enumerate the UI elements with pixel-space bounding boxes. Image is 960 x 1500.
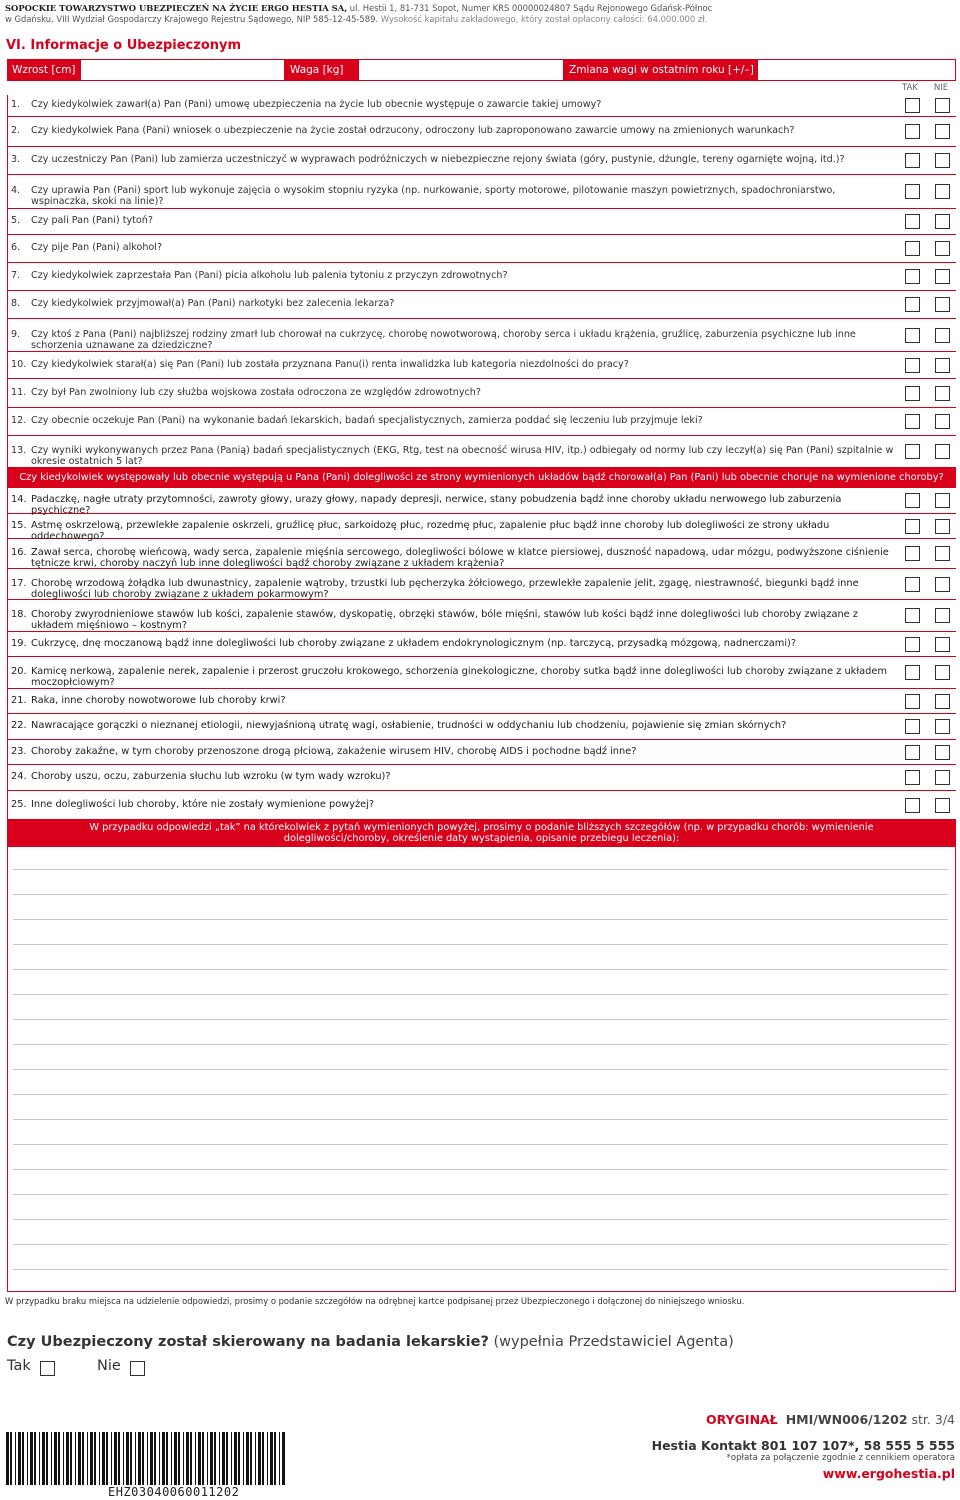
answer-line: [13, 1144, 948, 1145]
barcode-bar: [222, 1432, 225, 1485]
illness-number: 15.: [11, 519, 27, 531]
illness-number: 21.: [11, 694, 27, 706]
website-link[interactable]: www.ergohestia.pl: [822, 1466, 955, 1481]
question-row: [7, 95, 956, 117]
illness-yes-checkbox[interactable]: [905, 577, 920, 592]
barcode-bar: [82, 1432, 84, 1485]
question-text: Czy kiedykolwiek przyjmował(a) Pan (Pani) narkotyki bez zalecenia lekarza?: [31, 298, 395, 309]
weight-label: Waga [kg]: [285, 59, 358, 81]
section-title: VI. Informacje o Ubezpieczonym: [6, 38, 242, 53]
barcode-bar: [174, 1432, 177, 1485]
barcode-bar: [30, 1432, 33, 1485]
illness-yes-checkbox[interactable]: [905, 608, 920, 623]
illness-number: 25.: [11, 798, 27, 810]
illness-no-checkbox[interactable]: [935, 577, 950, 592]
barcode-bar: [18, 1432, 21, 1485]
weight-field[interactable]: [358, 59, 564, 81]
company-address: ul. Hestii 1, 81-731 Sopot, Numer KRS 00000024807 Sądu Rejonowego Gdańsk-Północ: [347, 3, 713, 13]
answer-line: [13, 969, 948, 970]
illness-row: [7, 689, 956, 714]
barcode-bar: [130, 1432, 132, 1485]
column-no-header: NIE: [933, 83, 949, 93]
question-number: 7.: [11, 270, 21, 281]
illness-number: 24.: [11, 771, 27, 782]
illness-yes-checkbox[interactable]: [905, 546, 920, 561]
barcode: [6, 1432, 286, 1485]
question-row: [7, 379, 956, 408]
answer-line: [13, 869, 948, 870]
question-no-checkbox[interactable]: [935, 214, 950, 229]
height-label: Wzrost [cm]: [7, 59, 80, 81]
illness-text: Zawał serca, chorobę wieńcową, wady serca, zapalenie mięśnia sercowego, dolegliwości bólowe w klatce piersiowej, duszność napadową, udar mózgu, podwyższone ciśnienie tętnicze krwi, choroby naczyń lub inne dolegliwości bądź choroby związane z układem krążenia?: [31, 547, 889, 569]
barcode-bar: [66, 1432, 69, 1485]
question-no-checkbox[interactable]: [935, 241, 950, 256]
medical-question-text: Czy Ubezpieczony został skierowany na badania lekarskie?: [7, 1334, 489, 1350]
barcode-bar: [51, 1432, 52, 1485]
barcode-bar: [90, 1432, 93, 1485]
illness-row: [7, 600, 956, 632]
question-row: [7, 436, 956, 468]
question-text: Czy obecnie oczekuje Pan (Pani) na wykonanie badań lekarskich, badań specjalistycznych, zamierza poddać się leczeniu lub przyjmuje leki?: [31, 415, 703, 426]
question-yes-checkbox[interactable]: [905, 297, 920, 312]
question-text: Czy kiedykolwiek zawarł(a) Pan (Pani) umowę ubezpieczenia na życie lub obecnie występuje o zawarcie takiej umowy?: [31, 99, 602, 110]
illness-no-checkbox[interactable]: [935, 770, 950, 785]
barcode-bar: [114, 1432, 117, 1485]
illness-text: Inne dolegliwości lub choroby, które nie zostały wymienione powyżej?: [31, 798, 375, 810]
question-row: [7, 319, 956, 352]
height-field[interactable]: [80, 59, 285, 81]
details-answer-area[interactable]: [7, 846, 956, 1292]
barcode-bar: [39, 1432, 40, 1485]
question-text: Czy kiedykolwiek Pana (Pani) wniosek o ubezpieczenie na życie został odrzucony, odroczony lub zaproponowano zawarcie umowy na zmienionych warunkach?: [31, 125, 795, 136]
illness-number: 22.: [11, 720, 27, 731]
question-text: Czy uczestniczy Pan (Pani) lub zamierza uczestniczyć w wyprawach podróżniczych w niebezpieczne rejony świata (góry, pustynie, dżungle, tereny ogarnięte wojną, itd.)?: [31, 154, 845, 165]
question-yes-checkbox[interactable]: [905, 444, 920, 459]
illness-number: 18.: [11, 609, 27, 620]
question-row: [7, 235, 956, 263]
barcode-bar: [171, 1432, 172, 1485]
barcode-bar: [231, 1432, 232, 1485]
illness-yes-checkbox[interactable]: [905, 745, 920, 760]
medical-referral-question: [7, 1334, 734, 1350]
illness-row: [7, 632, 956, 657]
illness-text: Kamicę nerkową, zapalenie nerek, zapalenie i przerost gruczołu krokowego, schorzenia ginekologiczne, choroby sutka bądź inne dolegliwości lub choroby związane z układem moczopłciowym?: [31, 666, 887, 688]
barcode-bar: [118, 1432, 120, 1485]
question-text: Czy pije Pan (Pani) alkohol?: [31, 242, 163, 253]
answer-line: [13, 1069, 948, 1070]
company-name: SOPOCKIE TOWARZYSTWO UBEZPIECZEŃ NA ŻYCIE ERGO HESTIA SA,: [5, 3, 348, 13]
question-row: [7, 147, 956, 175]
question-number: 6.: [11, 242, 21, 253]
answer-line: [13, 1119, 948, 1120]
answer-line: [13, 894, 948, 895]
question-no-checkbox[interactable]: [935, 184, 950, 199]
page-number: str. 3/4: [911, 1412, 955, 1427]
question-number: 11.: [11, 386, 27, 398]
illness-text: Chorobę wrzodową żołądka lub dwunastnicy, zapalenie wątroby, trzustki lub pęcherzyka żółciowego, przewlekłe zapalenie jelit, zgagę, niestrawność, biegunki bądź inne dolegliwości lub choroby związane z układem pokarmowym?: [31, 577, 859, 600]
illness-no-checkbox[interactable]: [935, 719, 950, 734]
question-yes-checkbox[interactable]: [905, 98, 920, 113]
answer-line: [13, 1019, 948, 1020]
barcode-bar: [63, 1432, 64, 1485]
illness-row: [7, 765, 956, 791]
form-id: [706, 1412, 955, 1427]
illness-yes-checkbox[interactable]: [905, 798, 920, 813]
barcode-bar: [42, 1432, 45, 1485]
illness-no-checkbox[interactable]: [935, 519, 950, 534]
barcode-bar: [102, 1432, 105, 1485]
barcode-bar: [262, 1432, 264, 1485]
illness-text: Cukrzycę, dnę moczanową bądź inne dolegliwości lub choroby związane z układem endokrynologicznym (np. tarczycą, przysadką mózgową, nadnerczami)?: [31, 637, 797, 649]
illness-text: Choroby zakaźne, w tym choroby przenoszone drogą płciową, zakażenie wirusem HIV, chorobę AIDS i pochodne bądź inne?: [31, 745, 637, 757]
illness-row: [7, 488, 956, 514]
barcode-bar: [282, 1432, 285, 1485]
medical-yes-label: Tak: [7, 1358, 31, 1374]
header-line-1: [5, 3, 712, 14]
barcode-bar: [210, 1432, 213, 1485]
question-yes-checkbox[interactable]: [905, 153, 920, 168]
barcode-bar: [238, 1432, 240, 1485]
question-text: Czy uprawia Pan (Pani) sport lub wykonuje zajęcia o wysokim stopniu ryzyka (np. nurkowanie, sporty motorowe, pilotowanie maszyn powietrznych, spadochroniarstwo, wspinaczka, skoki na linie)?: [31, 185, 836, 207]
question-yes-checkbox[interactable]: [905, 328, 920, 343]
question-no-checkbox[interactable]: [935, 124, 950, 139]
original-label: ORYGINAŁ: [706, 1412, 778, 1427]
question-yes-checkbox[interactable]: [905, 214, 920, 229]
question-number: 4.: [11, 185, 21, 196]
barcode-bar: [258, 1432, 261, 1485]
barcode-bar: [75, 1432, 76, 1485]
answer-line: [13, 1044, 948, 1045]
barcode-bar: [166, 1432, 168, 1485]
barcode-bar: [214, 1432, 216, 1485]
answer-line: [13, 1094, 948, 1095]
question-yes-checkbox[interactable]: [905, 358, 920, 373]
illness-number: 17.: [11, 577, 27, 589]
question-row: [7, 352, 956, 379]
space-note: W przypadku braku miejsca na udzielenie odpowiedzi, prosimy o podanie szczegółów na odrębnej kartce podpisanej przez Ubezpieczonego i dołączonej do niniejszego wniosku.: [5, 1296, 745, 1306]
illness-row: [7, 791, 956, 820]
barcode-bar: [126, 1432, 129, 1485]
question-yes-checkbox[interactable]: [905, 241, 920, 256]
question-text: Czy ktoś z Pana (Pani) najbliższej rodziny zmarł lub chorował na cukrzycę, chorobę nowotworową, choroby serca i układu krążenia, gruźlicę, zaburzenia psychiczne lub inne schorzenia uznawane za dziedziczne?: [31, 328, 856, 351]
barcode-bar: [6, 1432, 9, 1485]
illness-no-checkbox[interactable]: [935, 798, 950, 813]
question-number: 3.: [11, 154, 21, 165]
question-number: 10.: [11, 358, 27, 370]
weight-change-label: Zmiana wagi w ostatnim roku [+/–]: [564, 59, 757, 81]
question-yes-checkbox[interactable]: [905, 386, 920, 401]
barcode-bar: [70, 1432, 72, 1485]
answer-line: [13, 1194, 948, 1195]
question-number: 8.: [11, 298, 21, 309]
barcode-bar: [34, 1432, 36, 1485]
question-no-checkbox[interactable]: [935, 358, 950, 373]
illness-no-checkbox[interactable]: [935, 637, 950, 652]
illness-text: Padaczkę, nagłe utraty przytomności, zawroty głowy, urazy głowy, napady depresji, nerwice, stany pobudzenia bądź inne choroby układu nerwowego lub zaburzenia psychiczne?: [31, 494, 842, 516]
barcode-bar: [186, 1432, 189, 1485]
question-yes-checkbox[interactable]: [905, 269, 920, 284]
barcode-bar: [123, 1432, 124, 1485]
barcode-bar: [94, 1432, 96, 1485]
barcode-bar: [150, 1432, 153, 1485]
question-no-checkbox[interactable]: [935, 444, 950, 459]
barcode-bar: [183, 1432, 184, 1485]
answer-line: [13, 1219, 948, 1220]
barcode-bar: [159, 1432, 160, 1485]
illness-text: Nawracające gorączki o nieznanej etiologii, niewyjaśnioną utratę wagi, osłabienie, trudności w oddychaniu lub chodzeniu, pojawienie się zmian skórnych?: [31, 720, 787, 731]
details-prompt: W przypadku odpowiedzi „tak” na którekolwiek z pytań wymienionych powyżej, prosimy o podanie bliższych szczegółów (np. w przypadku chorób: wymienienie dolegliwości/choroby, określenie daty wystąpienia, opisanie przebiegu leczenia):: [7, 820, 956, 846]
barcode-bar: [78, 1432, 81, 1485]
barcode-number: EHZ03040060011202: [108, 1485, 240, 1499]
medical-yes-checkbox[interactable]: [40, 1361, 55, 1376]
illness-yes-checkbox[interactable]: [905, 519, 920, 534]
illness-no-checkbox[interactable]: [935, 608, 950, 623]
illness-number: 19.: [11, 637, 27, 649]
question-yes-checkbox[interactable]: [905, 124, 920, 139]
illness-yes-checkbox[interactable]: [905, 493, 920, 508]
question-no-checkbox[interactable]: [935, 153, 950, 168]
question-text: Czy kiedykolwiek zaprzestała Pan (Pani) picia alkoholu lub palenia tytoniu z przyczyn zdrowotnych?: [31, 270, 508, 281]
illness-row: [7, 569, 956, 600]
barcode-bar: [27, 1432, 28, 1485]
question-no-checkbox[interactable]: [935, 297, 950, 312]
barcode-bar: [207, 1432, 208, 1485]
question-row: [7, 291, 956, 319]
barcode-bar: [226, 1432, 228, 1485]
illness-yes-checkbox[interactable]: [905, 637, 920, 652]
barcode-bar: [274, 1432, 276, 1485]
answer-line: [13, 994, 948, 995]
answer-line: [13, 1269, 948, 1270]
barcode-bar: [22, 1432, 24, 1485]
illness-number: 16.: [11, 547, 27, 558]
question-number: 12.: [11, 415, 27, 426]
barcode-bar: [246, 1432, 249, 1485]
barcode-bar: [142, 1432, 144, 1485]
question-row: [7, 408, 956, 436]
illness-text: Choroby uszu, oczu, zaburzenia słuchu lub wzroku (w tym wady wzroku)?: [31, 771, 391, 782]
barcode-bar: [147, 1432, 148, 1485]
illness-row: [7, 657, 956, 689]
answer-line: [13, 944, 948, 945]
illness-number: 14.: [11, 494, 27, 505]
illness-row: [7, 514, 956, 542]
barcode-bar: [99, 1432, 100, 1485]
barcode-bar: [46, 1432, 48, 1485]
question-number: 1.: [11, 99, 21, 110]
illness-row: [7, 740, 956, 765]
illness-yes-checkbox[interactable]: [905, 694, 920, 709]
question-row: [7, 263, 956, 291]
question-no-checkbox[interactable]: [935, 386, 950, 401]
question-yes-checkbox[interactable]: [905, 184, 920, 199]
illness-section-header: Czy kiedykolwiek występowały lub obecnie występują u Pana (Pani) dolegliwości ze strony wymienionych układów bądź chorował(a) Pan (Pani) lub obecnie choruje na wymienione choroby?: [7, 468, 956, 488]
illness-yes-checkbox[interactable]: [905, 770, 920, 785]
illness-no-checkbox[interactable]: [935, 665, 950, 680]
answer-line: [13, 1169, 948, 1170]
illness-yes-checkbox[interactable]: [905, 665, 920, 680]
question-number: 9.: [11, 328, 21, 340]
question-number: 5.: [11, 215, 21, 226]
illness-row: [7, 539, 956, 569]
illness-yes-checkbox[interactable]: [905, 719, 920, 734]
question-no-checkbox[interactable]: [935, 269, 950, 284]
weight-change-field[interactable]: [757, 59, 956, 81]
medical-no-checkbox[interactable]: [130, 1361, 145, 1376]
question-no-checkbox[interactable]: [935, 414, 950, 429]
question-no-checkbox[interactable]: [935, 328, 950, 343]
barcode-bar: [10, 1432, 12, 1485]
company-registry: w Gdańsku, VIII Wydział Gospodarczy Krajowego Rejestru Sądowego, NIP 585-12-45-589.: [5, 14, 379, 24]
barcode-bar: [106, 1432, 108, 1485]
illness-no-checkbox[interactable]: [935, 493, 950, 508]
company-capital: Wysokość kapitału zakładowego, który został opłacony całości: 64.000.000 zł.: [378, 14, 708, 24]
answer-line: [13, 1244, 948, 1245]
illness-number: 23.: [11, 745, 27, 757]
question-number: 13.: [11, 445, 27, 456]
illness-no-checkbox[interactable]: [935, 546, 950, 561]
form-code: HMI/WN006/1202: [785, 1412, 908, 1427]
illness-text: Choroby zwyrodnieniowe stawów lub kości, zapalenie stawów, dyskopatię, obrzęki stawów, bóle mięśni, stawów lub kości bądź inne dolegliwości lub choroby związane z układem mięśniowo – kostnym?: [31, 609, 858, 631]
barcode-bar: [234, 1432, 237, 1485]
barcode-bar: [219, 1432, 220, 1485]
barcode-bar: [279, 1432, 280, 1485]
barcode-bar: [202, 1432, 204, 1485]
question-text: Czy wyniki wykonywanych przez Pana (Panią) badań specjalistycznych (EKG, Rtg, test na obecność wirusa HIV, itp.) odbiegały od normy lub czy leczył(a) się Pan (Pani) szpitalnie w okresie ostatnich 5 lat?: [31, 445, 894, 467]
barcode-bar: [154, 1432, 156, 1485]
barcode-bar: [162, 1432, 165, 1485]
barcode-bar: [111, 1432, 112, 1485]
answer-line: [13, 919, 948, 920]
question-text: Czy był Pan zwolniony lub czy służba wojskowa została odroczona ze względów zdrowotnych?: [31, 386, 481, 398]
barcode-bar: [243, 1432, 244, 1485]
question-row: [7, 175, 956, 209]
question-row: [7, 117, 956, 147]
barcode-bar: [195, 1432, 196, 1485]
barcode-bar: [250, 1432, 252, 1485]
barcode-bar: [190, 1432, 192, 1485]
barcode-bar: [58, 1432, 60, 1485]
illness-text: Astmę oskrzelową, przewlekłe zapalenie oskrzeli, gruźlicę płuc, sarkoidozę płuc, rozedmę płuc, zapalenie płuc bądź inne choroby lub dolegliwości ze strony układu oddechowego?: [31, 519, 830, 542]
medical-no-label: Nie: [97, 1358, 121, 1374]
question-number: 2.: [11, 125, 21, 136]
question-no-checkbox[interactable]: [935, 98, 950, 113]
medical-fill-note: (wypełnia Przedstawiciel Agenta): [488, 1334, 734, 1350]
barcode-bar: [135, 1432, 136, 1485]
barcode-bar: [54, 1432, 57, 1485]
question-row: [7, 209, 956, 235]
illness-no-checkbox[interactable]: [935, 745, 950, 760]
question-text: Czy kiedykolwiek starał(a) się Pan (Pani) lub została przyznana Panu(i) renta inwalidzka lub kategoria niezdolności do pracy?: [31, 358, 629, 370]
barcode-bar: [270, 1432, 273, 1485]
illness-row: [7, 714, 956, 740]
barcode-bar: [198, 1432, 201, 1485]
barcode-bar: [87, 1432, 88, 1485]
barcode-bar: [15, 1432, 16, 1485]
barcode-bar: [255, 1432, 256, 1485]
barcode-bar: [138, 1432, 141, 1485]
barcode-bar: [178, 1432, 180, 1485]
illness-text: Raka, inne choroby nowotworowe lub choroby krwi?: [31, 694, 286, 706]
illness-no-checkbox[interactable]: [935, 694, 950, 709]
question-text: Czy pali Pan (Pani) tytoń?: [31, 215, 153, 226]
contact-note: *opłata za połączenie zgodnie z cennikiem operatora: [726, 1453, 955, 1463]
contact-line: Hestia Kontakt 801 107 107*, 58 555 5 555: [651, 1438, 955, 1453]
barcode-bar: [267, 1432, 268, 1485]
header-line-2: [5, 14, 707, 25]
column-yes-header: TAK: [902, 83, 918, 93]
illness-number: 20.: [11, 666, 27, 677]
question-yes-checkbox[interactable]: [905, 414, 920, 429]
